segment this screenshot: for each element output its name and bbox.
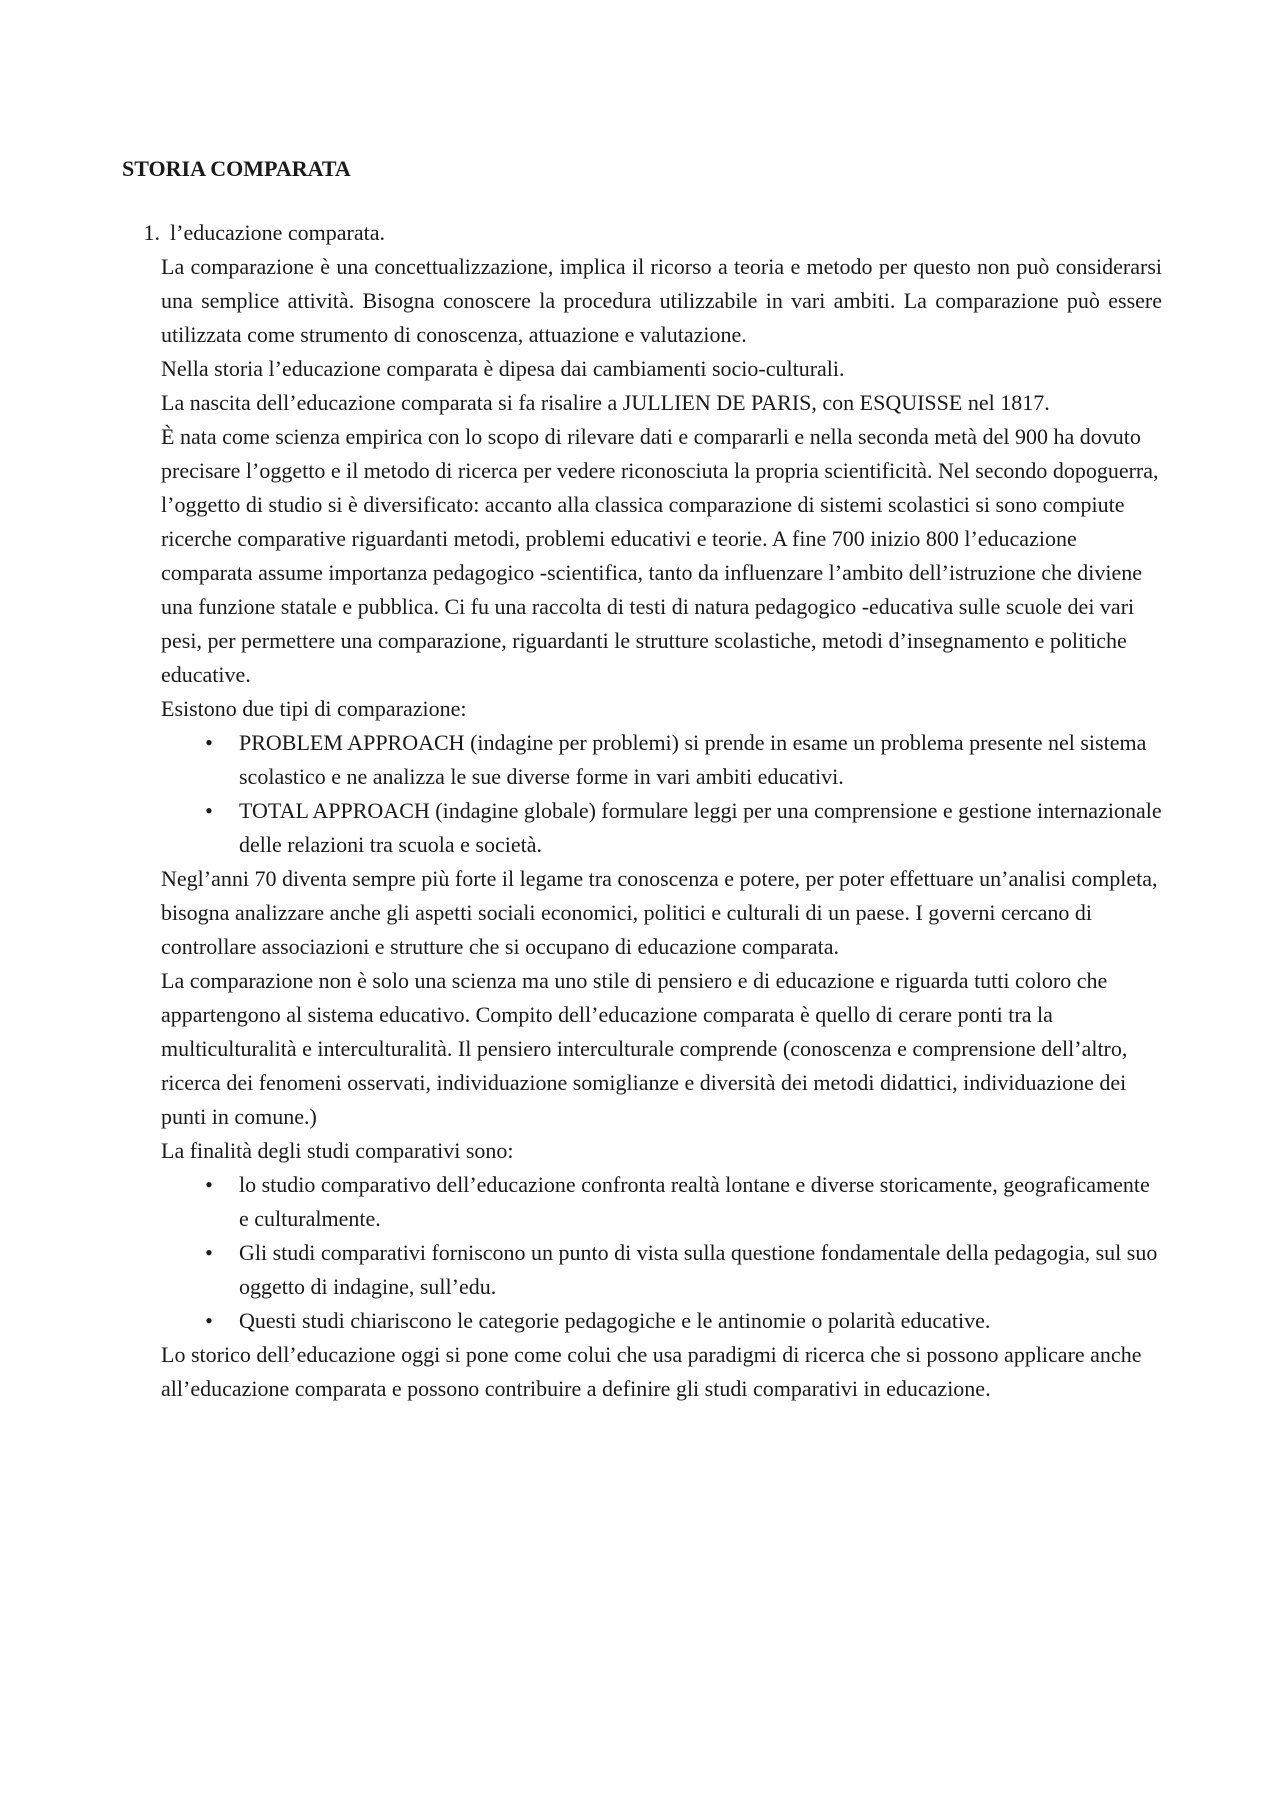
list-item-text: lo studio comparativo dell’educazione confronta realtà lontane e diverse storicamente, geograficamente e culturalmente. bbox=[239, 1172, 1150, 1231]
bullet-icon: • bbox=[205, 1308, 213, 1333]
list-item-text: Questi studi chiariscono le categorie pedagogiche e le antinomie o polarità educative. bbox=[239, 1308, 991, 1333]
section-educazione-comparata bbox=[122, 216, 1162, 1406]
paragraph-history: Nella storia l’educazione comparata è dipesa dai cambiamenti socio-culturali. bbox=[161, 356, 845, 381]
paragraph-development: È nata come scienza empirica con lo scopo di rilevare dati e compararli e nella seconda metà del 900 ha dovuto precisare l’oggetto e il metodo di ricerca per vedere riconosciuta la propria scientificità. Nel secondo dopoguerra, l’oggetto di studio si è diversificato: accanto alla classica comparazione di sistemi scolastici si sono compiute ricerche comparative riguardanti metodi, problemi educativi e teorie. A fine 700 inizio 800 l’educazione comparata assume importanza pedagogico -scientifica, tanto da influenzare l’ambito dell’istruzione che diviene una funzione statale e pubblica. Ci fu una raccolta di testi di natura pedagogico -educativa sulle scuole dei vari pesi, per permettere una comparazione, riguardanti le strutture scolastiche, metodi d’insegnamento e politiche educative. bbox=[161, 424, 1159, 687]
paragraph-seventies: Negl’anni 70 diventa sempre più forte il legame tra conoscenza e potere, per poter effettuare un’analisi completa, bisogna analizzare anche gli aspetti sociali economici, politici e culturali di un paese. I governi cercano di controllare associazioni e strutture che si occupano di educazione comparata. bbox=[161, 866, 1158, 959]
paragraph-conclusion: Lo storico dell’educazione oggi si pone come colui che usa paradigmi di ricerca che si possono applicare anche all’educazione comparata e possono contribuire a definire gli studi comparativi in educazione. bbox=[161, 1342, 1142, 1401]
document-title: STORIA COMPARATA bbox=[122, 156, 351, 181]
list-item-text: PROBLEM APPROACH (indagine per problemi) si prende in esame un problema presente nel sistema scolastico e ne analizza le sue diverse forme in vari ambiti educativi. bbox=[239, 730, 1147, 789]
list-item bbox=[161, 1168, 1162, 1236]
bullet-icon: • bbox=[205, 1172, 213, 1197]
goals-list bbox=[161, 1168, 1162, 1338]
list-item-text: TOTAL APPROACH (indagine globale) formulare leggi per una comprensione e gestione internazionale delle relazioni tra scuola e società. bbox=[239, 798, 1162, 857]
list-item-text: Gli studi comparativi forniscono un punto di vista sulla questione fondamentale della pedagogia, sul suo oggetto di indagine, sull’edu. bbox=[239, 1240, 1158, 1299]
bullet-icon: • bbox=[205, 1240, 213, 1265]
paragraph-goals-intro: La finalità degli studi comparativi sono: bbox=[161, 1138, 514, 1163]
list-item bbox=[161, 1304, 1162, 1338]
list-item bbox=[161, 726, 1162, 794]
section-number: 1. bbox=[143, 220, 160, 245]
approaches-list bbox=[161, 726, 1162, 862]
section-heading-text: l’educazione comparata. bbox=[170, 220, 385, 245]
section-heading bbox=[122, 216, 1162, 250]
paragraph-origin: La nascita dell’educazione comparata si fa risalire a JULLIEN DE PARIS, con ESQUISSE nel 1817. bbox=[161, 390, 1050, 415]
bullet-icon: • bbox=[205, 730, 213, 755]
section-body bbox=[161, 250, 1162, 1406]
paragraph-definition: La comparazione è una concettualizzazione, implica il ricorso a teoria e metodo per questo non può considerarsi una semplice attività. Bisogna conoscere la procedura utilizzabile in vari ambiti. La comparazione può essere utilizzata come strumento di conoscenza, attuazione e valutazione. bbox=[161, 254, 1162, 347]
paragraph-style-of-thought: La comparazione non è solo una scienza ma uno stile di pensiero e di educazione e riguarda tutti coloro che appartengono al sistema educativo. Compito dell’educazione comparata è quello di cerare ponti tra la multiculturalità e interculturalità. Il pensiero interculturale comprende (conoscenza e comprensione dell’altro, ricerca dei fenomeni osservati, individuazione somiglianze e diversità dei metodi didattici, individuazione dei punti in comune.) bbox=[161, 968, 1128, 1129]
list-item bbox=[161, 794, 1162, 862]
paragraph-approaches-intro: Esistono due tipi di comparazione: bbox=[161, 696, 467, 721]
list-item bbox=[161, 1236, 1162, 1304]
bullet-icon: • bbox=[205, 798, 213, 823]
